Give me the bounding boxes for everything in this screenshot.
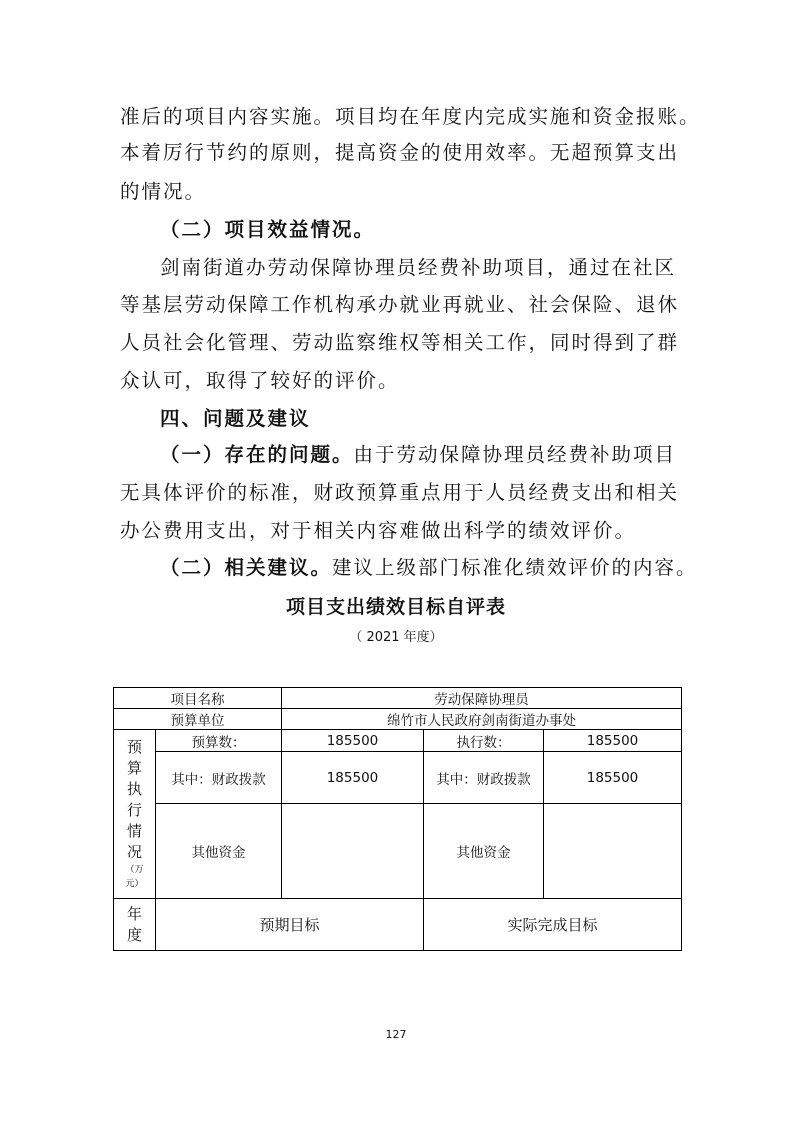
body-line: 剑南街道办劳动保障协理员经费补助项目，通过在社区: [160, 256, 677, 279]
body-line: 等基层劳动保障工作机构承办就业再就业、社会保险、退休: [120, 293, 680, 316]
executed-value: 185500: [544, 730, 682, 752]
actual-goal-label: 实际完成目标: [424, 899, 682, 951]
other-funds-value: [544, 804, 682, 899]
table-year: （ 2021 年度）: [349, 630, 443, 645]
suggestion-lead: （二）相关建议。: [160, 556, 333, 579]
other-funds-label: 其他资金: [424, 804, 544, 899]
table-row: [114, 804, 682, 899]
section-heading: （二）项目效益情况。: [160, 218, 376, 241]
suggestion-paragraph: [160, 553, 698, 583]
other-funds-value: [282, 804, 424, 899]
fiscal-label: 其中：财政拨款: [156, 752, 282, 804]
body-line: 众认可，取得了较好的评价。: [120, 369, 400, 392]
body-text: [120, 98, 701, 668]
suggestion-text: 建议上级部门标准化绩效评价的内容。: [332, 556, 698, 579]
body-line: 无具体评价的标准，财政预算重点用于人员经费支出和相关: [120, 481, 680, 504]
budget-amount-value: 185500: [282, 730, 424, 752]
table-row: [114, 688, 682, 709]
fiscal-value: 185500: [544, 752, 682, 804]
section-heading: 四、问题及建议: [160, 407, 311, 430]
budget-unit-label: 预算单位: [114, 709, 282, 730]
project-name-label: 项目名称: [114, 688, 282, 709]
body-line: 的情况。: [120, 180, 207, 203]
project-name-value: 劳动保障协理员: [282, 688, 682, 709]
other-funds-label: 其他资金: [156, 804, 282, 899]
problem-text: 由于劳动保障协理员经费补助项目: [353, 443, 677, 466]
table-row: [114, 730, 682, 752]
problem-lead: （一）存在的问题。: [160, 443, 354, 466]
body-line: 人员社会化管理、劳动监察维权等相关工作，同时得到了群: [120, 331, 680, 354]
table-row: [114, 752, 682, 804]
budget-amount-label: 预算数：: [156, 730, 282, 752]
executed-label: 执行数：: [424, 730, 544, 752]
year-label: 年 度: [114, 899, 156, 951]
body-line: 准后的项目内容实施。项目均在年度内完成实施和资金报账。: [120, 105, 701, 128]
budget-execution-side-label: 预 算 执 行 情 况 （万 元）: [114, 730, 156, 899]
table-title: 项目支出绩效目标自评表: [285, 596, 506, 618]
table-row: [114, 709, 682, 730]
fiscal-label: 其中：财政拨款: [424, 752, 544, 804]
budget-unit-value: 绵竹市人民政府剑南街道办事处: [282, 709, 682, 730]
body-line: 办公费用支出，对于相关内容难做出科学的绩效评价。: [120, 519, 637, 542]
evaluation-table: [113, 687, 682, 951]
problem-paragraph: [160, 440, 676, 470]
table-row: [114, 899, 682, 951]
fiscal-value: 185500: [282, 752, 424, 804]
page-number: 127: [385, 1028, 407, 1041]
body-line: 本着厉行节约的原则，提高资金的使用效率。无超预算支出: [120, 141, 680, 164]
expected-goal-label: 预期目标: [156, 899, 424, 951]
